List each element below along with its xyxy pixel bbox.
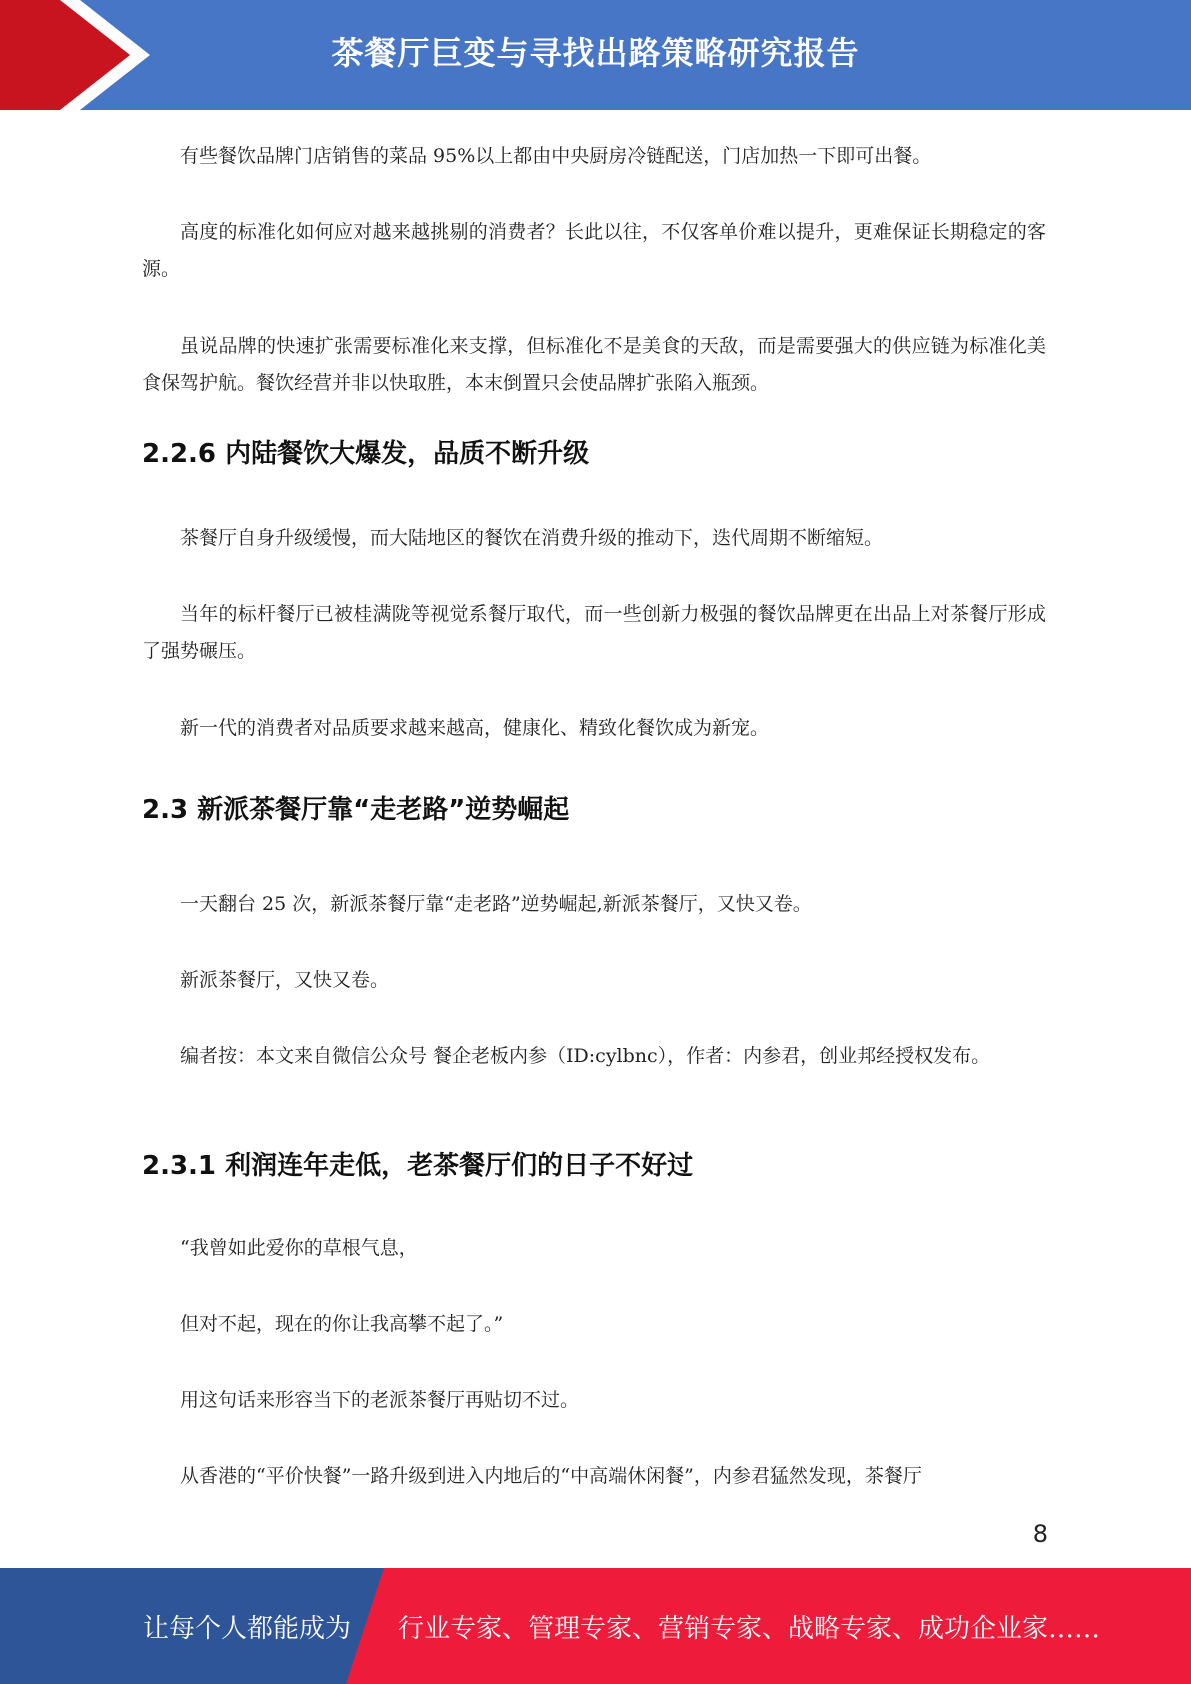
paragraph-text: 新派茶餐厅，又快又卷。 bbox=[180, 969, 390, 991]
paragraph-text: 新一代的消费者对品质要求越来越高，健康化、精致化餐饮成为新宠。 bbox=[180, 717, 770, 739]
paragraph-11 bbox=[142, 1306, 1046, 1343]
paragraph-2 bbox=[142, 214, 1046, 288]
paragraph-text: 有些餐饮品牌门店销售的菜品 95%以上都由中央厨房冷链配送，门店加热一下即可出餐。 bbox=[180, 145, 932, 167]
paragraph-text: 高度的标准化如何应对越来越挑剔的消费者？长此以往，不仅客单价难以提升，更难保证长期稳定的客源。 bbox=[142, 221, 1046, 280]
paragraph-text: 但对不起，现在的你让我高攀不起了。” bbox=[180, 1313, 504, 1335]
paragraph-text: 从香港的“平价快餐”一路升级到进入内地后的“中高端休闲餐”，内参君猛然发现，茶餐厅 bbox=[180, 1465, 922, 1487]
paragraph-text: 虽说品牌的快速扩张需要标准化来支撑，但标准化不是美食的天敌，而是需要强大的供应链为标准化美食保驾护航。餐饮经营并非以快取胜，本末倒置只会使品牌扩张陷入瓶颈。 bbox=[142, 335, 1046, 394]
paragraph-text: 用这句话来形容当下的老派茶餐厅再贴切不过。 bbox=[180, 1389, 580, 1411]
page-footer bbox=[0, 1568, 1191, 1684]
paragraph-13 bbox=[142, 1458, 1046, 1495]
paragraph-5 bbox=[142, 596, 1046, 670]
heading-text: 2.3 新派茶餐厅靠“走老路”逆势崛起 bbox=[142, 795, 570, 825]
footer-slogan-left: 让每个人都能成为 bbox=[143, 1614, 352, 1644]
paragraph-10 bbox=[142, 1230, 1046, 1267]
paragraph-text: “我曾如此爱你的草根气息， bbox=[180, 1237, 418, 1259]
heading-text: 2.2.6 内陆餐饮大爆发，品质不断升级 bbox=[142, 439, 590, 469]
paragraph-text: 一天翻台 25 次，新派茶餐厅靠“走老路”逆势崛起,新派茶餐厅，又快又卷。 bbox=[180, 893, 812, 915]
page-number: 8 bbox=[1032, 1520, 1048, 1548]
paragraph-8 bbox=[142, 962, 1046, 999]
paragraph-text: 茶餐厅自身升级缓慢，而大陆地区的餐饮在消费升级的推动下，迭代周期不断缩短。 bbox=[180, 527, 884, 549]
paragraph-9 bbox=[142, 1038, 1046, 1075]
page-header bbox=[0, 0, 1191, 110]
paragraph-3 bbox=[142, 328, 1046, 402]
paragraph-4 bbox=[142, 520, 1046, 557]
paragraph-text: 当年的标杆餐厅已被桂满陇等视觉系餐厅取代，而一些创新力极强的餐饮品牌更在出品上对茶餐厅形成了强势碾压。 bbox=[142, 603, 1046, 662]
paragraph-1 bbox=[142, 138, 1046, 175]
paragraph-6 bbox=[142, 710, 1046, 747]
heading-text: 2.3.1 利润连年走低，老茶餐厅们的日子不好过 bbox=[142, 1151, 694, 1181]
paragraph-12 bbox=[142, 1382, 1046, 1419]
section-heading-2-2-6 bbox=[142, 436, 1046, 472]
paragraph-7 bbox=[142, 886, 1046, 923]
footer-slogan-right: 行业专家、管理专家、营销专家、战略专家、成功企业家…… bbox=[398, 1614, 1101, 1644]
header-title: 茶餐厅巨变与寻找出路策略研究报告 bbox=[331, 34, 860, 72]
paragraph-text: 编者按：本文来自微信公众号 餐企老板内参（ID:cylbnc），作者：内参君，创业邦经授权发布。 bbox=[180, 1045, 991, 1067]
section-heading-2-3 bbox=[142, 792, 1046, 828]
section-heading-2-3-1 bbox=[142, 1148, 1046, 1184]
